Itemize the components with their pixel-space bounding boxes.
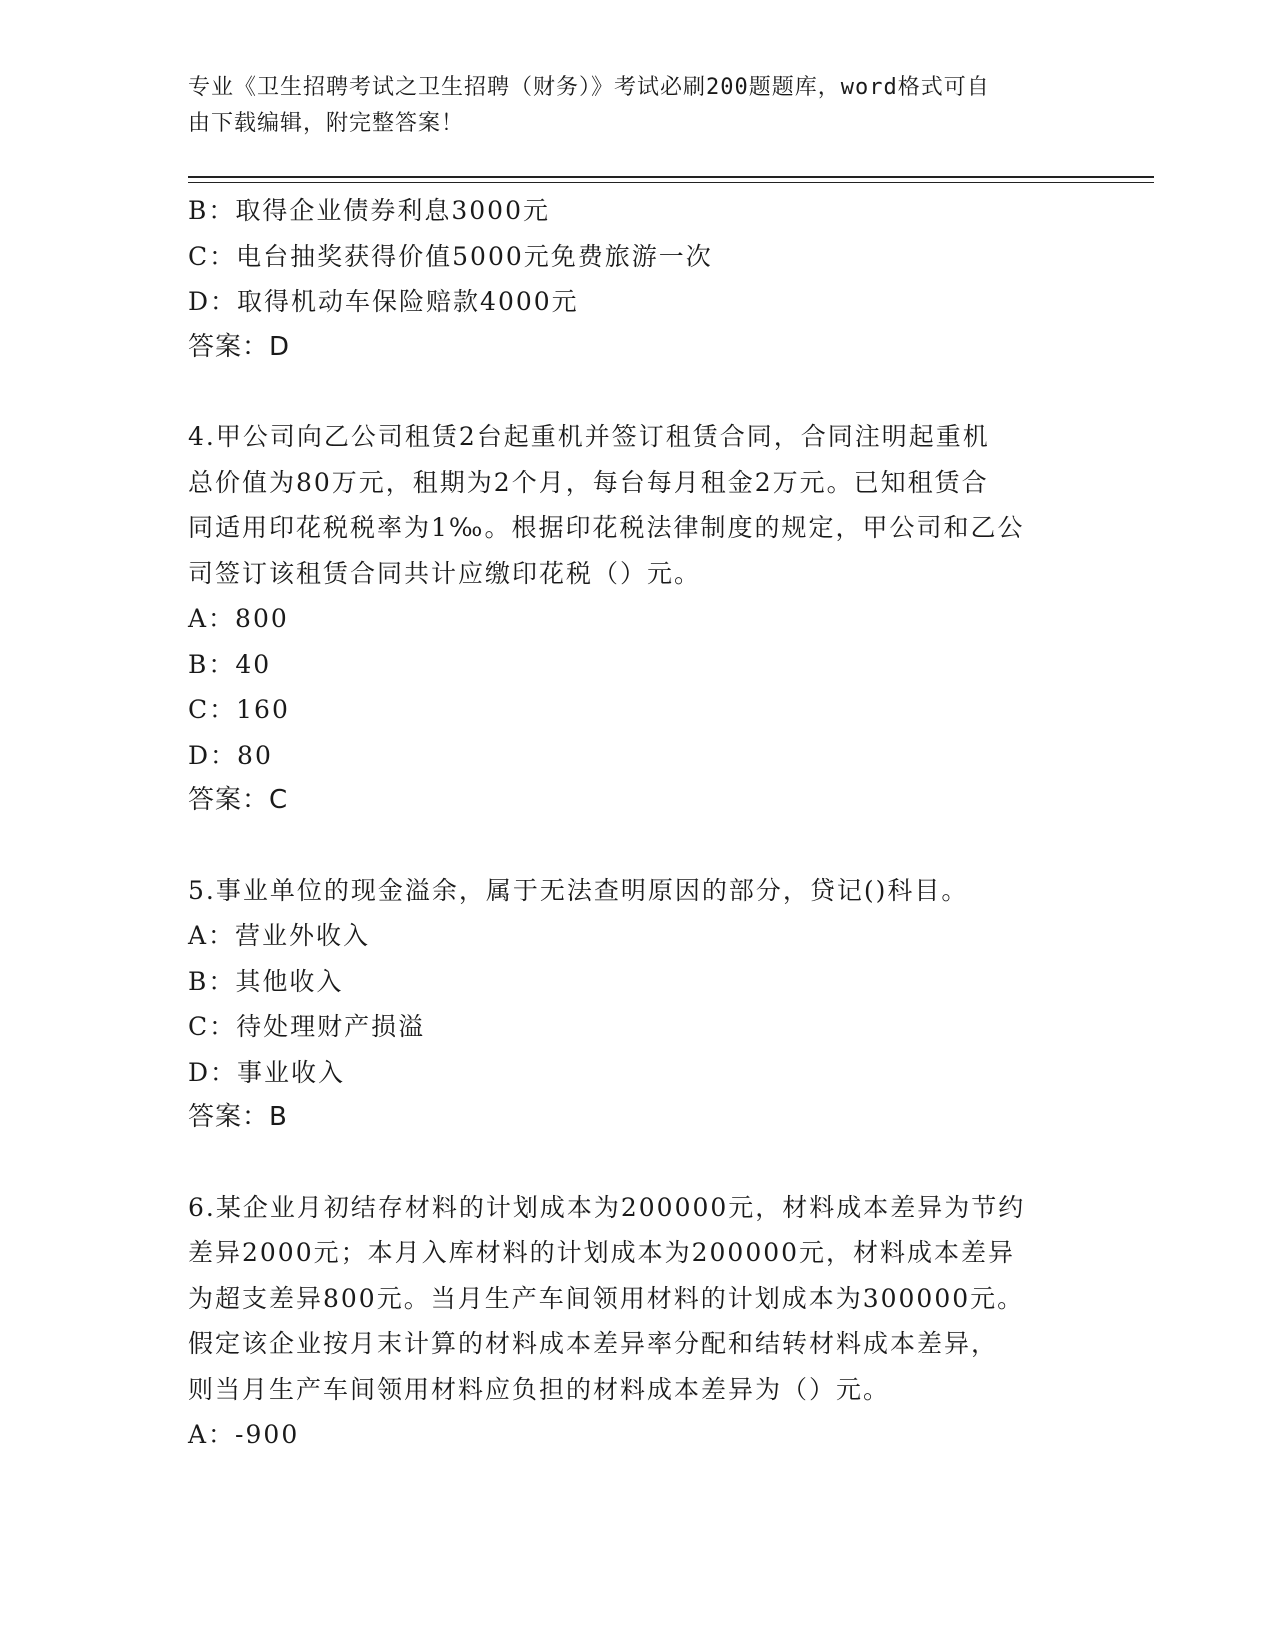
option-c: C：待处理财产损溢: [188, 1012, 426, 1041]
answer-line: 答案：C: [188, 785, 289, 815]
question-stem-line: 差异2000元；本月入库材料的计划成本为200000元，材料成本差异: [188, 1238, 1016, 1267]
answer-line: 答案：B: [188, 1102, 288, 1132]
option-d: D：事业收入: [188, 1057, 346, 1087]
document-body: [188, 188, 1088, 1458]
option-b: B：取得企业债券利息3000元: [188, 196, 550, 225]
question-stem-line: 总价值为80万元，租期为2个月，每台每月租金2万元。已知租赁合: [188, 467, 989, 497]
header-rule-thick: [188, 176, 1154, 178]
header-line-1: 专业《卫生招聘考试之卫生招聘（财务）》考试必刷200题题库，word格式可自: [188, 75, 990, 100]
question-gap: [188, 370, 1088, 414]
option-d: D：取得机动车保险赔款4000元: [188, 287, 579, 316]
question-stem-line: 假定该企业按月末计算的材料成本差异率分配和结转材料成本差异，: [188, 1329, 999, 1358]
document-header: [188, 70, 1068, 142]
question-gap: [188, 1141, 1088, 1185]
question-stem-line: 4.甲公司向乙公司租赁2台起重机并签订租赁合同，合同注明起重机: [188, 422, 990, 451]
question-stem-line: 司签订该租赁合同共计应缴印花税（）元。: [188, 558, 702, 588]
option-b: B：40: [188, 649, 272, 679]
question-4-block: [188, 414, 1088, 824]
question-stem-line: 5.事业单位的现金溢余，属于无法查明原因的部分，贷记()科目。: [188, 875, 969, 905]
question-stem-line: 则当月生产车间领用材料应负担的材料成本差异为（）元。: [188, 1374, 891, 1404]
header-line-2: 由下载编辑，附完整答案！: [188, 111, 465, 136]
option-a: A：-900: [188, 1420, 300, 1449]
question-gap: [188, 824, 1088, 868]
option-a: A：800: [188, 604, 289, 633]
question-3-block: [188, 188, 1088, 370]
question-5-block: [188, 868, 1088, 1141]
question-6-block: [188, 1185, 1088, 1458]
header-rule-thin: [188, 182, 1154, 183]
option-b: B：其他收入: [188, 966, 344, 996]
question-stem-line: 同适用印花税税率为1‰。根据印花税法律制度的规定，甲公司和乙公: [188, 513, 1025, 542]
option-c: C：160: [188, 695, 290, 724]
option-c: C：电台抽奖获得价值5000元免费旅游一次: [188, 241, 713, 271]
answer-line: 答案：D: [188, 331, 291, 362]
question-stem-line: 6.某企业月初结存材料的计划成本为200000元，材料成本差异为节约: [188, 1192, 1026, 1222]
option-d: D：80: [188, 740, 273, 770]
question-stem-line: 为超支差异800元。当月生产车间领用材料的计划成本为300000元。: [188, 1283, 1025, 1313]
option-a: A：营业外收入: [188, 921, 371, 950]
